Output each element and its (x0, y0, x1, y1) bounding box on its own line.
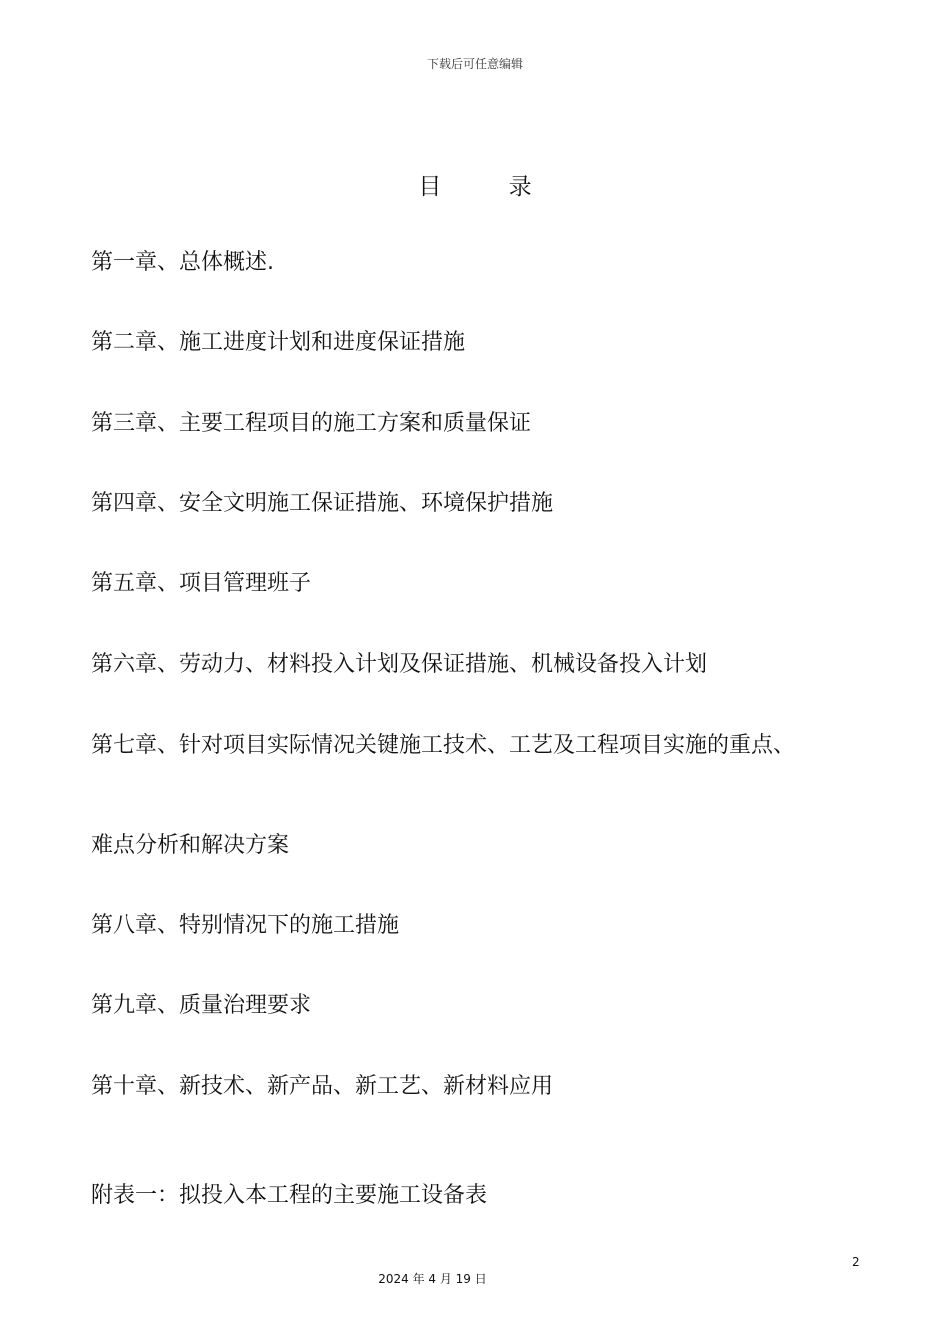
toc-entry-chapter-9: 第九章、质量治理要求 (91, 993, 312, 1018)
toc-entry-chapter-5: 第五章、项目管理班子 (91, 571, 312, 596)
toc-entry-chapter-7: 第七章、针对项目实际情况关键施工技术、工艺及工程项目实施的重点、 (91, 733, 796, 758)
toc-entry-chapter-2: 第二章、施工进度计划和进度保证措施 (91, 330, 466, 355)
toc-entry-chapter-1: 第一章、总体概述. (91, 250, 274, 275)
footer-date: 2024 年 4 月 19 日 (378, 1272, 487, 1286)
toc-entry-appendix-1: 附表一：拟投入本工程的主要施工设备表 (91, 1183, 488, 1208)
toc-title: 目 录 (418, 174, 562, 200)
toc-entry-chapter-4: 第四章、安全文明施工保证措施、环境保护措施 (91, 491, 554, 516)
toc-entry-chapter-10: 第十章、新技术、新产品、新工艺、新材料应用 (91, 1074, 554, 1099)
page-header: 下载后可任意编辑 (426, 57, 523, 71)
page-number: 2 (852, 1255, 860, 1269)
toc-entry-chapter-8: 第八章、特别情况下的施工措施 (91, 913, 400, 938)
toc-entry-chapter-7-continued: 难点分析和解决方案 (91, 833, 290, 858)
toc-entry-chapter-3: 第三章、主要工程项目的施工方案和质量保证 (91, 411, 532, 436)
toc-entry-chapter-6: 第六章、劳动力、材料投入计划及保证措施、机械设备投入计划 (91, 652, 708, 677)
